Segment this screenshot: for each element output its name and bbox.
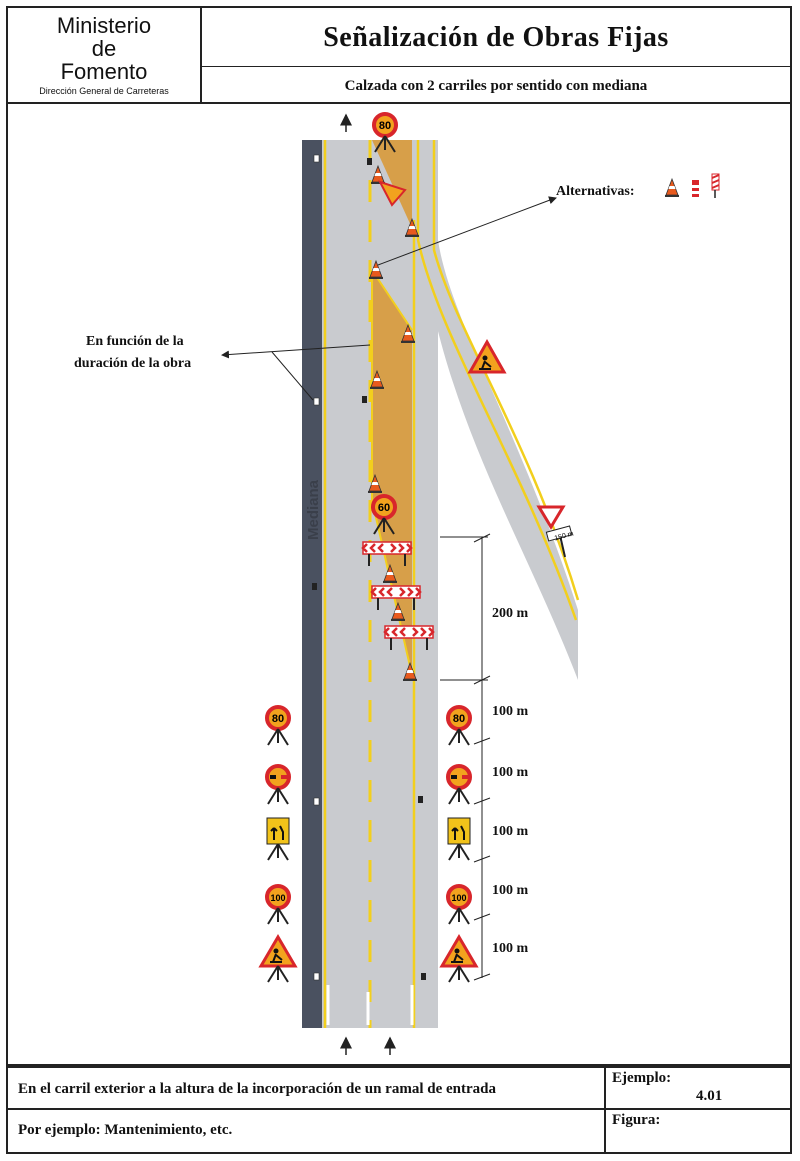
description-box <box>6 1066 606 1110</box>
duration-label-line1: En función de la <box>86 334 184 349</box>
left-speed-80-label: 80 <box>271 713 285 725</box>
alternatives-label: Alternativas: <box>556 184 635 199</box>
right-speed-100-label: 100 <box>451 893 467 903</box>
ministry-subtitle: Dirección General de Carreteras <box>39 86 169 96</box>
page-title: Señalización de Obras Fijas <box>323 22 669 53</box>
figure-label: Figura: <box>612 1112 661 1128</box>
distance-200-label: 200 m <box>492 606 529 621</box>
distance-100-label-5: 100 m <box>492 941 529 956</box>
median-label: Mediana <box>305 479 322 540</box>
duration-label-line2: duración de la obra <box>74 356 192 371</box>
yield-distance-label: 150 m <box>553 530 575 543</box>
example-value: 4.01 <box>696 1088 723 1104</box>
distance-100-label-3: 100 m <box>492 824 529 839</box>
distance-100-label-2: 100 m <box>492 765 529 780</box>
work-zone-speed-sign-label: 60 <box>377 502 391 514</box>
ministry-name-line2: de <box>91 36 117 61</box>
distance-100-label-4: 100 m <box>492 883 529 898</box>
example-box <box>606 1066 792 1110</box>
note-box <box>6 1110 606 1154</box>
distance-100-label-1: 100 m <box>492 704 529 719</box>
alternatives-icons <box>665 174 719 198</box>
ministry-name-line1: Ministerio <box>56 13 152 38</box>
note-text: Por ejemplo: Mantenimiento, etc. <box>18 1122 233 1138</box>
right-speed-80-label: 80 <box>452 713 466 725</box>
top-speed-sign-label: 80 <box>378 120 392 132</box>
figure-box <box>606 1110 792 1154</box>
page-subtitle: Calzada con 2 carriles por sentido con mediana <box>344 78 648 94</box>
example-label: Ejemplo: <box>612 1070 672 1086</box>
left-sign-column <box>261 707 295 982</box>
left-speed-100-label: 100 <box>270 893 286 903</box>
ministry-name-line3: Fomento <box>60 59 148 84</box>
description-text: En el carril exterior a la altura de la incorporación de un ramal de entrada <box>18 1081 496 1097</box>
right-sign-column <box>442 707 476 982</box>
